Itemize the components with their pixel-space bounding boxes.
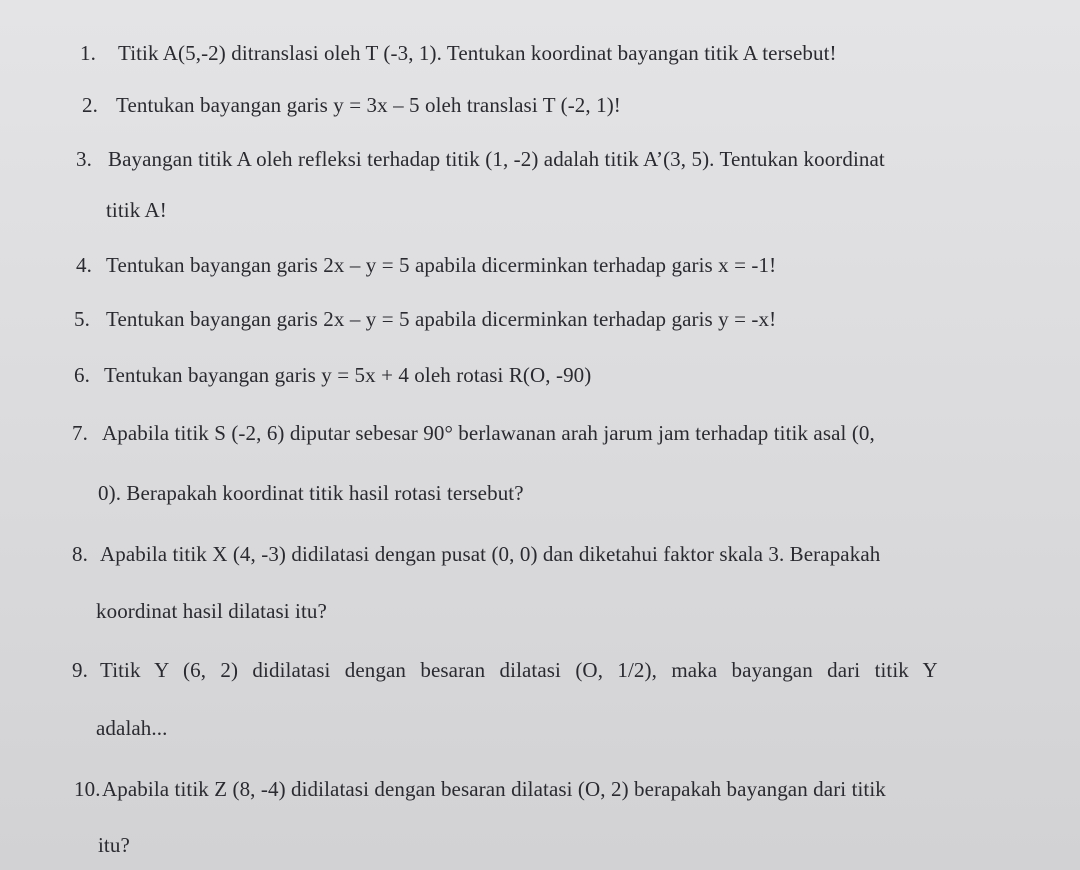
question-number: 4. <box>76 253 92 277</box>
question-text: 0). Berapakah koordinat titik hasil rotasi tersebut? <box>98 481 524 505</box>
question-text: koordinat hasil dilatasi itu? <box>96 599 327 623</box>
question-text: Apabila titik Z (8, -4) didilatasi dengan besaran dilatasi (O, 2) berapakah bayangan dari titik <box>102 777 886 801</box>
question-number: 3. <box>76 147 92 171</box>
question-text: Titik Y (6, 2) didilatasi dengan besaran dilatasi (O, 1/2), maka bayangan dari titik Y <box>100 658 938 682</box>
question-number: 8. <box>72 542 88 566</box>
question-text: adalah... <box>96 716 168 740</box>
question-text: Apabila titik S (-2, 6) diputar sebesar 90° berlawanan arah jarum jam terhadap titik asal (0, <box>102 421 875 445</box>
question-text: Tentukan bayangan garis y = 3x – 5 oleh translasi T (-2, 1)! <box>116 93 621 117</box>
question-number: 9. <box>72 658 88 682</box>
question-text: itu? <box>98 833 130 857</box>
question-text: Titik A(5,-2) ditranslasi oleh T (-3, 1). Tentukan koordinat bayangan titik A tersebut! <box>118 41 837 65</box>
question-text: Bayangan titik A oleh refleksi terhadap titik (1, -2) adalah titik A’(3, 5). Tentukan koordinat <box>108 147 885 171</box>
question-text: Tentukan bayangan garis 2x – y = 5 apabila dicerminkan terhadap garis y = -x! <box>106 307 777 331</box>
question-number: 10. <box>74 777 101 801</box>
question-text: Tentukan bayangan garis y = 5x + 4 oleh rotasi R(O, -90) <box>104 363 592 387</box>
question-number: 7. <box>72 421 88 445</box>
question-number: 5. <box>74 307 90 331</box>
question-number: 6. <box>74 363 90 387</box>
question-text: Tentukan bayangan garis 2x – y = 5 apabila dicerminkan terhadap garis x = -1! <box>106 253 777 277</box>
question-number: 2. <box>82 93 98 117</box>
question-text: titik A! <box>106 198 167 222</box>
question-number: 1. <box>80 41 96 65</box>
question-text: Apabila titik X (4, -3) didilatasi dengan pusat (0, 0) dan diketahui faktor skala 3. Berapakah <box>100 542 881 566</box>
